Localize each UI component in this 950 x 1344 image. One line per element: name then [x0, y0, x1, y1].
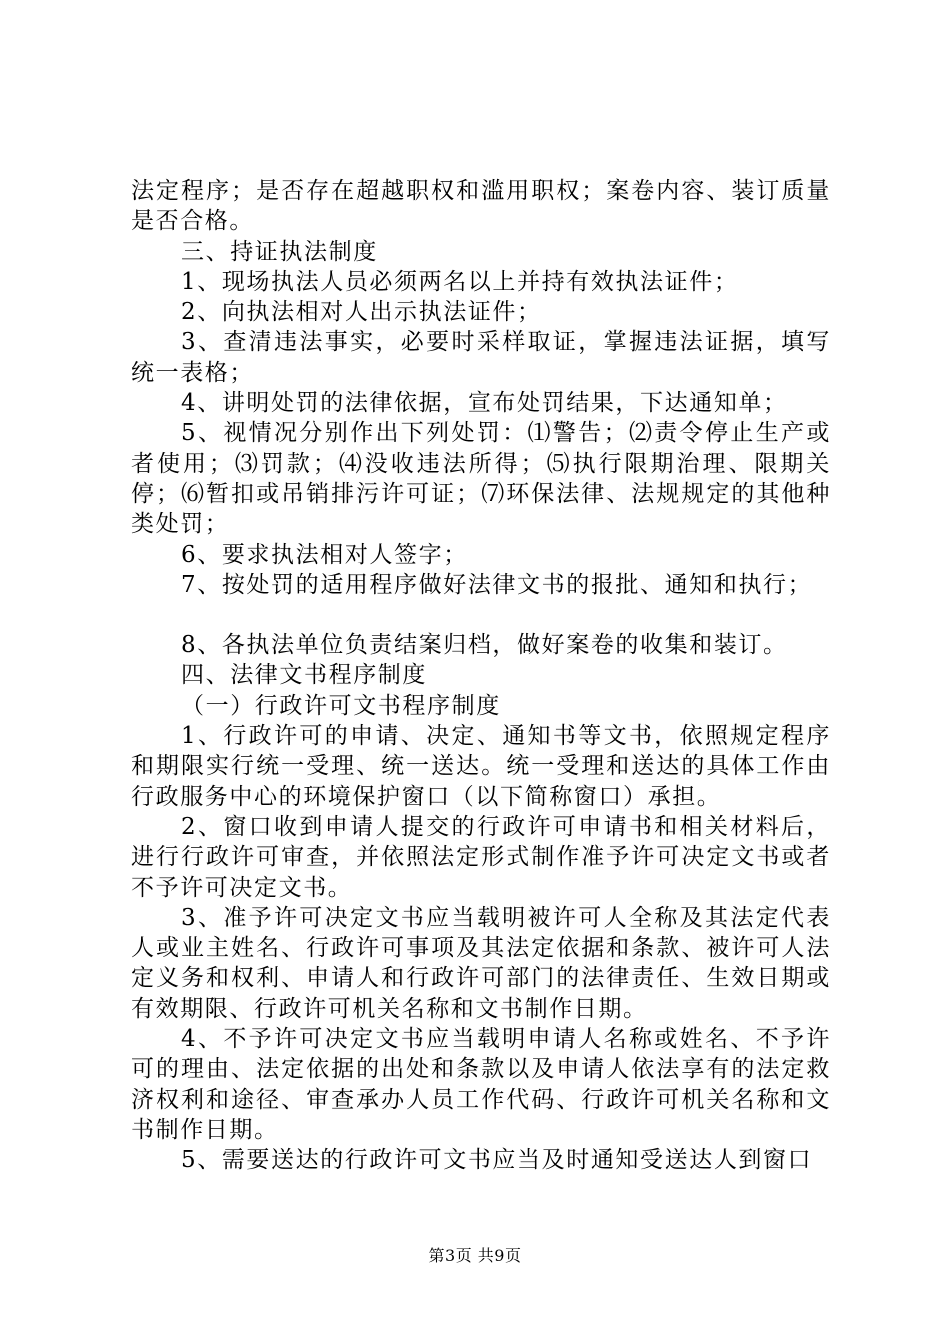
paragraph: 四、法律文书程序制度 [181, 662, 427, 689]
paragraph: 6、要求执法相对人签字； [181, 541, 468, 568]
paragraph-spacer [131, 600, 831, 630]
paragraph: （一）行政许可文书程序制度 [181, 692, 501, 719]
paragraph: 5、需要送达的行政许可文书应当及时通知受送达人到窗口 [181, 1147, 813, 1174]
paragraph: 5、视情况分别作出下列处罚：⑴警告；⑵责令停止生产或者使用；⑶罚款；⑷没收违法所得；⑸执行限期治理、限期关停；⑹暂扣或吊销排污许可证；⑺环保法律、法规规定的其他种类处罚； [131, 420, 831, 538]
paragraph: 3、查清违法事实，必要时采样取证，掌握违法证据，填写统一表格； [131, 329, 831, 386]
paragraph: 1、现场执法人员必须两名以上并持有效执法证件； [181, 268, 739, 295]
document-body [131, 176, 831, 1176]
paragraph: 4、不予许可决定文书应当载明申请人名称或姓名、不予许可的理由、法定依据的出处和条款以及申请人依法享有的法定救济权利和途径、审查承办人员工作代码、行政许可机关名称和文书制作日期。 [131, 1026, 831, 1143]
paragraph: 3、准予许可决定文书应当载明被许可人全称及其法定代表人或业主姓名、行政许可事项及其法定依据和条款、被许可人法定义务和权利、申请人和行政许可部门的法律责任、生效日期或有效期限、行政许可机关名称和文书制作日期。 [131, 904, 831, 1022]
paragraph: 8、各执法单位负责结案归档，做好案卷的收集和装订。 [181, 632, 788, 659]
paragraph: 2、向执法相对人出示执法证件； [181, 299, 542, 326]
paragraph: 1、行政许可的申请、决定、通知书等文书，依照规定程序和期限实行统一受理、统一送达。统一受理和送达的具体工作由行政服务中心的环境保护窗口（以下简称窗口）承担。 [131, 723, 831, 810]
paragraph: 三、持证执法制度 [181, 238, 378, 265]
paragraph: 7、按处罚的适用程序做好法律文书的报批、通知和执行； [181, 571, 813, 598]
paragraph: 4、讲明处罚的法律依据，宣布处罚结果，下达通知单； [181, 390, 788, 417]
page-number-label: 第3页 共9页 [428, 1246, 522, 1265]
paragraph: 法定程序；是否存在超越职权和滥用职权；案卷内容、装订质量是否合格。 [131, 178, 831, 235]
page-footer [0, 1243, 950, 1266]
paragraph: 2、窗口收到申请人提交的行政许可申请书和相关材料后，进行行政许可审查，并依照法定形式制作准予许可决定文书或者不予许可决定文书。 [131, 813, 831, 901]
